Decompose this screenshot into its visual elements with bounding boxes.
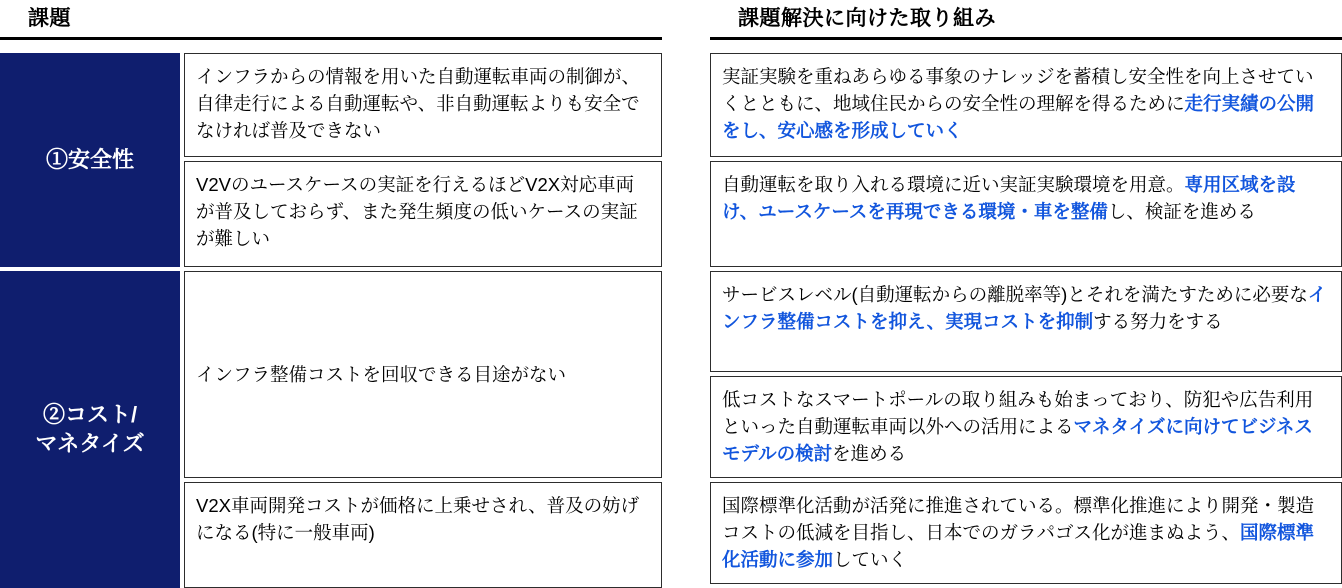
body-text: していく [833, 548, 908, 570]
body-text: 自動運転を取り入れる環境に近い実証実験環境を用意。 [722, 174, 1185, 196]
body-text: 実証実験を重ねあらゆる事象のナレッジを蓄積し安全性を向上させていくとともに、地域住民からの安全性の理解を得るために [722, 66, 1314, 114]
highlighted-text: 走行実績の公開をし、安心感を形成していく [722, 93, 1315, 141]
issues-column [0, 0, 662, 588]
issue-box-2: V2Vのユースケースの実証を行えるほどV2X対応車両が普及しておらず、また発生頻度の低いケースの実証が難しい [184, 161, 662, 267]
highlighted-text: 専用区域を設け、ユースケースを再現できる環境・車を整備 [722, 174, 1296, 222]
body-text: 低コストなスマートポールの取り組みも始まっており、防犯や広告利用といった自動運転車両以外への活用による [722, 389, 1314, 437]
action-box-4 [710, 376, 1342, 478]
body-text: サービスレベル(自動運転からの離脱率等)とそれを満たすために必要な [722, 284, 1308, 306]
actions-heading-rule [710, 37, 1342, 40]
body-text: する努力をする [1093, 311, 1223, 332]
actions-heading: 課題解決に向けた取り組み [738, 7, 996, 30]
category-label-cost: ②コスト/ マネタイズ [35, 402, 145, 456]
issue-column [184, 53, 662, 588]
body-text: し、検証を進める [1107, 201, 1256, 222]
issue-box-4: V2X車両開発コストが価格に上乗せされ、普及の妨げになる(特に一般車両) [184, 482, 662, 588]
issues-grid [0, 53, 662, 588]
highlighted-text: インフラ整備コストを抑え、実現コストを抑制 [722, 284, 1327, 332]
category-cell-cost [0, 271, 180, 588]
issues-heading: 課題 [28, 7, 71, 30]
actions-column [710, 0, 1342, 584]
highlighted-text: 国際標準化活動に参加 [722, 522, 1315, 570]
issue-box-1: インフラからの情報を用いた自動運転車両の制御が、自律走行による自動運転や、非自動運転よりも安全でなければ普及できない [184, 53, 662, 157]
category-label-safety: ①安全性 [45, 146, 134, 172]
action-box-2 [710, 161, 1342, 267]
highlighted-text: マネタイズに向けてビジネスモデルの検討 [722, 416, 1313, 464]
body-text: 国際標準化活動が活発に推進されている。標準化推進により開発・製造コストの低減を目指し、日本でのガラパゴス化が進まぬよう、 [722, 495, 1315, 543]
body-text: を進める [832, 442, 907, 464]
action-box-3 [710, 271, 1342, 372]
issue-box-3: インフラ整備コストを回収できる目途がない [184, 271, 662, 478]
issues-heading-rule [0, 37, 662, 40]
category-column [0, 53, 180, 588]
action-box-1 [710, 53, 1342, 157]
action-box-5 [710, 482, 1342, 584]
category-cell-safety [0, 53, 180, 267]
actions-grid [710, 53, 1342, 584]
